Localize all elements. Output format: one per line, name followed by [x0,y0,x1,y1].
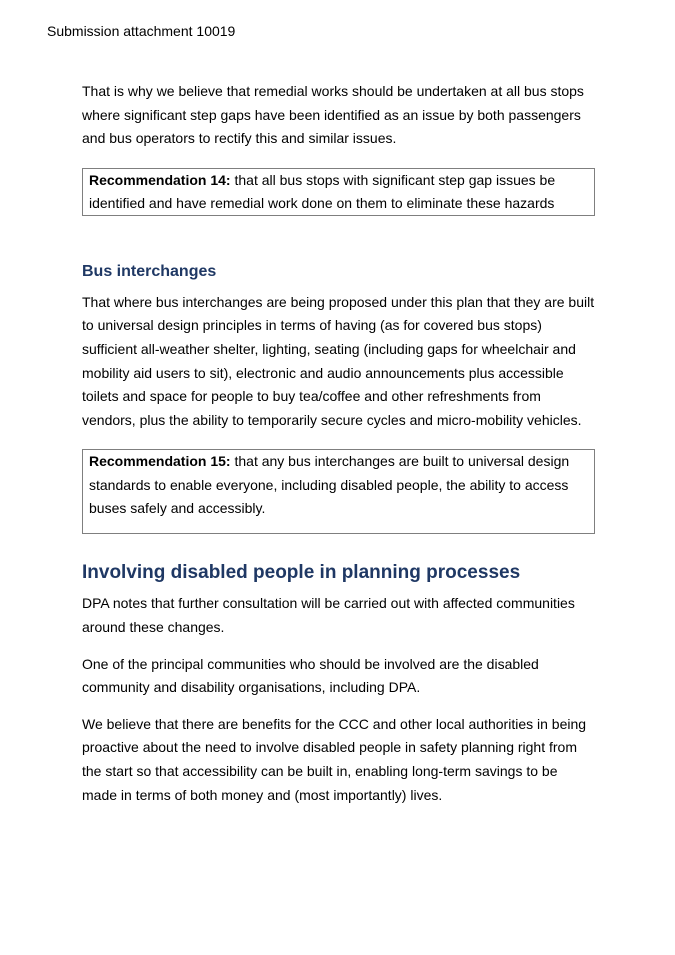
page-header: Submission attachment 10019 [47,23,236,39]
recommendation-14-text [89,169,588,216]
document-body [82,80,595,807]
recommendation-15-box [82,449,595,534]
paragraph-principal-communities: One of the principal communities who should be involved are the disabled community and disability organisations, including DPA. [82,655,539,696]
heading-bus-interchanges: Bus interchanges [82,262,217,280]
recommendation-14-box [82,168,595,216]
recommendation-14-body: that all bus stops with significant step gap issues be identified and have remedial work done on them to eliminate these hazards [89,171,556,212]
paragraph-bus-interchanges: That where bus interchanges are being proposed under this plan that they are built to universal design principles in terms of having (as for covered bus stops) sufficient all-weather shelter, lighting, seating (including gaps for wheelchair and mobility aid users to sit), electronic and audio announcements plus accessible toilets and space for people to buy tea/coffee and other refreshments from vendors, plus the ability to temporarily secure cycles and micro-mobility vehicles. [82,293,595,428]
recommendation-15-label: Recommendation 15: [89,453,231,470]
paragraph-remedial-works: That is why we believe that remedial works should be undertaken at all bus stops where significant step gaps have been identified as an issue by both passengers and bus operators to rectify this and similar issues. [82,83,584,147]
recommendation-15-text [89,450,588,521]
paragraph-benefits: We believe that there are benefits for the CCC and other local authorities in being proactive about the need to involve disabled people in safety planning right from the start so that accessibility can be built in, enabling long-term savings to be made in terms of both money and (most importantly) lives. [82,715,587,803]
recommendation-15-body: that any bus interchanges are built to universal design standards to enable everyone, including disabled people, the ability to access buses safely and accessibly. [89,453,570,517]
heading-involving-disabled-people: Involving disabled people in planning processes [82,562,521,584]
paragraph-dpa-consultation: DPA notes that further consultation will be carried out with affected communities around these changes. [82,595,575,635]
recommendation-14-label: Recommendation 14: [89,171,231,188]
